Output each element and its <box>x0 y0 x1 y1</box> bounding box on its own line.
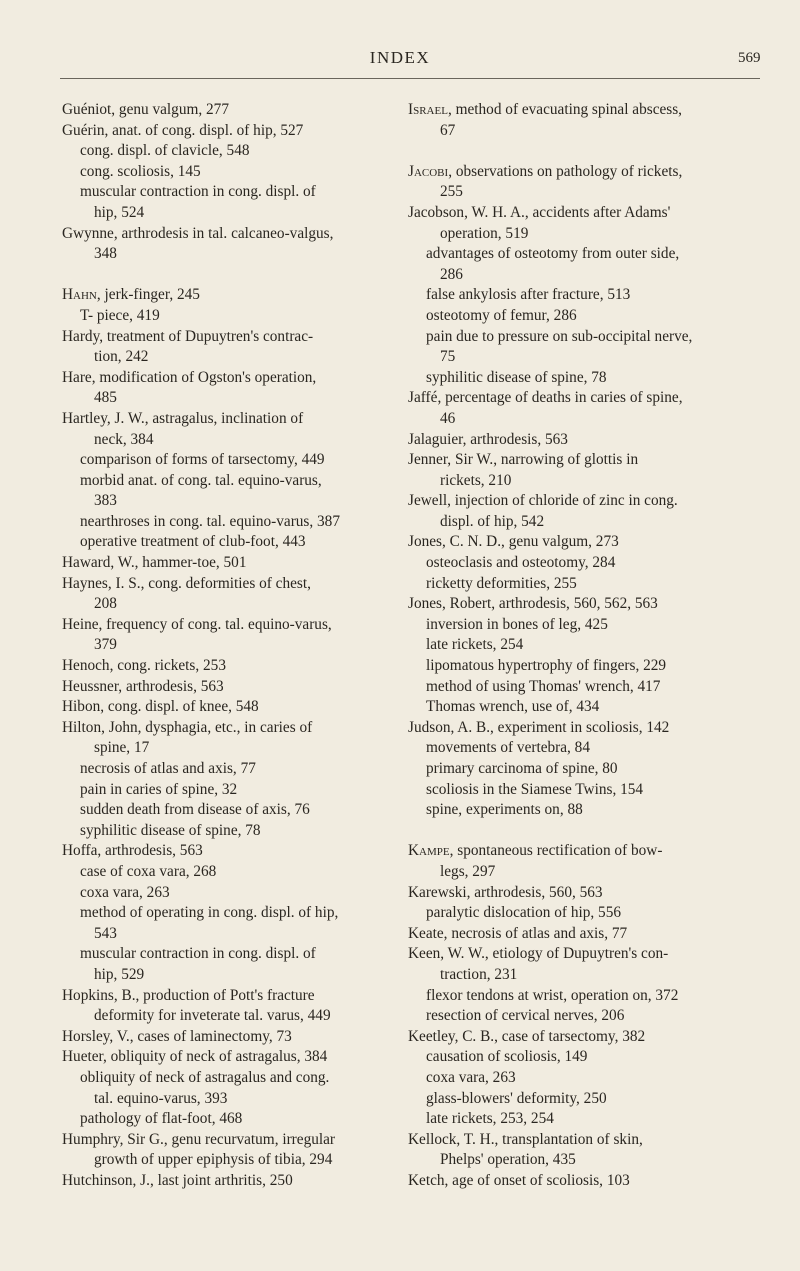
entry-heading-line: Hoffa, arthrodesis, 563 <box>62 842 203 860</box>
entry-heading-line: glass-blowers' deformity, 250 <box>426 1089 607 1107</box>
index-entry <box>408 759 740 780</box>
entry-heading-line: Hardy, treatment of Dupuytren's contrac- <box>62 327 314 345</box>
entry-continuation-line: hip, 529 <box>94 965 145 983</box>
entry-heading-line: Hibon, cong. displ. of knee, 548 <box>62 698 259 716</box>
index-entry <box>408 100 740 141</box>
index-entry <box>62 121 392 142</box>
index-entry <box>62 141 392 162</box>
entry-name-smallcaps: Jacobi <box>408 162 449 180</box>
index-entry <box>408 553 740 574</box>
index-entry <box>62 1068 392 1109</box>
entry-heading-line: muscular contraction in cong. displ. of <box>80 945 316 963</box>
index-entry <box>62 986 392 1027</box>
index-entry <box>408 1006 740 1027</box>
index-entry <box>408 986 740 1007</box>
index-entry <box>408 1089 740 1110</box>
index-entry <box>62 656 392 677</box>
index-entry <box>408 944 740 985</box>
entry-continuation-line: operation, 519 <box>440 224 529 242</box>
entry-heading-line: spine, experiments on, 88 <box>426 801 583 819</box>
entry-heading-line: Thomas wrench, use of, 434 <box>426 698 600 716</box>
index-entry <box>62 182 392 223</box>
index-entry <box>62 553 392 574</box>
entry-heading-line: Keen, W. W., etiology of Dupuytren's con- <box>408 945 669 963</box>
entry-heading-line: Heine, frequency of cong. tal. equino-varus, <box>62 615 332 633</box>
entry-heading-line: late rickets, 253, 254 <box>426 1110 554 1128</box>
index-entry <box>62 327 392 368</box>
index-entry <box>408 574 740 595</box>
index-entry <box>62 532 392 553</box>
index-entry <box>62 368 392 409</box>
entry-continuation-line: 485 <box>94 389 117 407</box>
index-entry <box>408 450 740 491</box>
entry-continuation-line: Phelps' operation, 435 <box>440 1151 576 1169</box>
index-entry <box>62 450 392 471</box>
entry-continuation-line: 208 <box>94 595 117 613</box>
entry-heading-line <box>408 162 740 183</box>
entry-continuation-line: 67 <box>440 121 456 139</box>
entry-heading-line: Jalaguier, arthrodesis, 563 <box>408 430 568 448</box>
entry-heading-line: Hilton, John, dysphagia, etc., in caries of <box>62 718 313 736</box>
entry-heading-line: syphilitic disease of spine, 78 <box>80 821 261 839</box>
entry-heading-line: coxa vara, 263 <box>80 883 170 901</box>
entry-heading-line: lipomatous hypertrophy of fingers, 229 <box>426 657 667 675</box>
index-entry <box>62 409 392 450</box>
entry-heading-line: Karewski, arthrodesis, 560, 563 <box>408 883 603 901</box>
entry-heading-line: Hopkins, B., production of Pott's fracture <box>62 986 315 1004</box>
index-entry <box>408 368 740 389</box>
entry-heading-line: Jaffé, percentage of deaths in caries of spine, <box>408 389 683 407</box>
index-entry <box>62 697 392 718</box>
entry-heading-line: Hartley, J. W., astragalus, inclination of <box>62 409 304 427</box>
index-entry <box>62 862 392 883</box>
index-entry <box>408 1068 740 1089</box>
entry-heading-line: causation of scoliosis, 149 <box>426 1048 588 1066</box>
entry-heading-line: Hueter, obliquity of neck of astragalus, 384 <box>62 1048 328 1066</box>
entry-heading-line: method of using Thomas' wrench, 417 <box>426 677 661 695</box>
entry-continuation-line: 286 <box>440 265 463 283</box>
index-entry <box>62 100 392 121</box>
entry-heading-line: resection of cervical nerves, 206 <box>426 1007 625 1025</box>
entry-heading-line <box>62 285 392 306</box>
index-column-right <box>408 100 740 1191</box>
entry-heading-line: Hutchinson, J., last joint arthritis, 250 <box>62 1171 293 1189</box>
index-entry <box>408 388 740 429</box>
entry-heading-line: late rickets, 254 <box>426 636 524 654</box>
entry-heading-line: cong. scoliosis, 145 <box>80 162 201 180</box>
entry-continuation-line: growth of upper epiphysis of tibia, 294 <box>94 1151 333 1169</box>
index-entry <box>408 491 740 532</box>
entry-continuation-line: rickets, 210 <box>440 471 512 489</box>
index-entry <box>62 718 392 759</box>
page-header <box>0 0 800 84</box>
entry-heading-line: Henoch, cong. rickets, 253 <box>62 657 226 675</box>
entry-continuation-line: 46 <box>440 409 456 427</box>
entry-heading-line: pain due to pressure on sub-occipital nerve, <box>426 327 693 345</box>
index-entry <box>62 512 392 533</box>
entry-heading-line: obliquity of neck of astragalus and cong. <box>80 1068 330 1086</box>
entry-heading-line: case of coxa vara, 268 <box>80 862 217 880</box>
header-rule <box>60 78 760 79</box>
entry-continuation-line: traction, 231 <box>440 965 518 983</box>
entry-continuation-line: 75 <box>440 348 456 366</box>
index-entry <box>408 306 740 327</box>
entry-heading-line: movements of vertebra, 84 <box>426 739 590 757</box>
index-entry <box>408 162 740 203</box>
entry-heading-line: Guéniot, genu valgum, 277 <box>62 101 229 118</box>
page-number: 569 <box>738 50 761 66</box>
running-title: INDEX <box>369 48 431 67</box>
entry-heading-line: inversion in bones of leg, 425 <box>426 615 608 633</box>
index-entry <box>62 306 392 327</box>
entry-heading-line: osteoclasis and osteotomy, 284 <box>426 554 616 572</box>
entry-text: , observations on pathology of rickets, <box>448 162 683 180</box>
entry-heading-line: coxa vara, 263 <box>426 1068 516 1086</box>
index-entry <box>408 718 740 739</box>
index-entry <box>62 883 392 904</box>
entry-heading-line: necrosis of atlas and axis, 77 <box>80 760 256 777</box>
entry-continuation-line: 379 <box>94 636 117 654</box>
entry-continuation-line: displ. of hip, 542 <box>440 512 545 530</box>
entry-continuation-line: 543 <box>94 924 117 942</box>
entry-heading-line: Gwynne, arthrodesis in tal. calcaneo-valgus, <box>62 224 334 242</box>
entry-heading-line: Humphry, Sir G., genu recurvatum, irregular <box>62 1130 335 1148</box>
entry-heading-line: method of operating in cong. displ. of hip, <box>80 904 339 922</box>
entry-heading-line: Haynes, I. S., cong. deformities of chest, <box>62 574 311 592</box>
entry-name-smallcaps: Hahn <box>62 286 97 304</box>
index-entry <box>408 656 740 677</box>
entry-heading-line: cong. displ. of clavicle, 548 <box>80 142 250 160</box>
index-column-left <box>62 100 392 1191</box>
index-entry <box>408 1027 740 1048</box>
entry-heading-line: Ketch, age of onset of scoliosis, 103 <box>408 1171 630 1189</box>
index-entry <box>408 677 740 698</box>
index-entry <box>408 697 740 718</box>
entry-continuation-line: deformity for inveterate tal. varus, 449 <box>94 1007 331 1025</box>
entry-heading-line: Jewell, injection of chloride of zinc in cong. <box>408 492 678 510</box>
entry-heading-line: scoliosis in the Siamese Twins, 154 <box>426 780 644 798</box>
index-entry <box>408 615 740 636</box>
entry-heading-line <box>408 100 740 121</box>
entry-heading-line: primary carcinoma of spine, 80 <box>426 760 618 777</box>
index-entry <box>62 677 392 698</box>
index-entry <box>408 635 740 656</box>
index-entry <box>62 759 392 780</box>
entry-heading-line <box>408 841 740 862</box>
entry-heading-line: Jenner, Sir W., narrowing of glottis in <box>408 451 639 469</box>
index-entry <box>62 944 392 985</box>
entry-continuation-line: 255 <box>440 183 463 201</box>
index-entry <box>408 285 740 306</box>
entry-continuation-line: tal. equino-varus, 393 <box>94 1089 228 1107</box>
index-entry <box>62 471 392 512</box>
index-entry <box>62 574 392 615</box>
index-entry <box>408 1171 740 1192</box>
entry-heading-line: osteotomy of femur, 286 <box>426 306 577 324</box>
index-entry <box>408 327 740 368</box>
entry-heading-line: Heussner, arthrodesis, 563 <box>62 677 224 695</box>
entry-continuation-line: tion, 242 <box>94 348 149 366</box>
index-entry <box>408 780 740 801</box>
index-entry <box>408 924 740 945</box>
index-entry <box>408 594 740 615</box>
entry-text: , spontaneous rectification of bow- <box>449 842 663 860</box>
entry-heading-line: operative treatment of club-foot, 443 <box>80 533 306 551</box>
index-entry <box>408 430 740 451</box>
entry-heading-line: Jones, C. N. D., genu valgum, 273 <box>408 533 619 551</box>
entry-heading-line: T- piece, 419 <box>80 306 160 324</box>
entry-heading-line: advantages of osteotomy from outer side, <box>426 245 680 263</box>
index-entry <box>62 1027 392 1048</box>
entry-heading-line: ricketty deformities, 255 <box>426 574 577 592</box>
index-entry <box>62 821 392 842</box>
entry-heading-line: Keetley, C. B., case of tarsectomy, 382 <box>408 1027 646 1045</box>
index-entry <box>62 800 392 821</box>
index-entry <box>62 224 392 265</box>
index-entry <box>408 532 740 553</box>
entry-text: , method of evacuating spinal abscess, <box>447 101 682 118</box>
index-entry <box>408 1047 740 1068</box>
index-entry <box>408 1109 740 1130</box>
index-entry <box>62 1109 392 1130</box>
index-entry <box>408 883 740 904</box>
entry-continuation-line: spine, 17 <box>94 739 150 757</box>
index-entry <box>62 780 392 801</box>
index-entry <box>408 738 740 759</box>
entry-heading-line: Guérin, anat. of cong. displ. of hip, 527 <box>62 121 304 139</box>
index-entry <box>62 615 392 656</box>
entry-heading-line: false ankylosis after fracture, 513 <box>426 286 631 304</box>
entry-heading-line: paralytic dislocation of hip, 556 <box>426 904 621 922</box>
entry-heading-line: Hare, modification of Ogston's operation, <box>62 368 317 386</box>
index-entry <box>62 841 392 862</box>
index-entry <box>408 841 740 882</box>
entry-heading-line: pain in caries of spine, 32 <box>80 780 238 798</box>
entry-heading-line: Jones, Robert, arthrodesis, 560, 562, 563 <box>408 595 658 613</box>
index-entry <box>62 285 392 306</box>
entry-heading-line: nearthroses in cong. tal. equino-varus, 387 <box>80 512 340 530</box>
index-entry <box>408 1130 740 1171</box>
entry-continuation-line: 383 <box>94 492 117 510</box>
entry-heading-line: morbid anat. of cong. tal. equino-varus, <box>80 471 322 489</box>
index-entry <box>408 203 740 244</box>
entry-continuation-line: 348 <box>94 245 117 263</box>
index-entry <box>62 162 392 183</box>
entry-continuation-line: hip, 524 <box>94 203 145 221</box>
entry-heading-line: Judson, A. B., experiment in scoliosis, 142 <box>408 718 670 736</box>
entry-heading-line: Jacobson, W. H. A., accidents after Adams' <box>408 203 671 221</box>
entry-name-smallcaps: Israel <box>408 101 448 118</box>
index-entry <box>62 903 392 944</box>
entry-heading-line: Keate, necrosis of atlas and axis, 77 <box>408 924 628 942</box>
entry-text: , jerk-finger, 245 <box>96 286 200 304</box>
entry-name-smallcaps: Kampe <box>408 842 450 860</box>
entry-heading-line: muscular contraction in cong. displ. of <box>80 183 316 201</box>
entry-heading-line: Kellock, T. H., transplantation of skin, <box>408 1130 643 1148</box>
index-entry <box>62 1130 392 1171</box>
entry-continuation-line: neck, 384 <box>94 430 154 448</box>
entry-heading-line: flexor tendons at wrist, operation on, 372 <box>426 986 679 1004</box>
entry-heading-line: Haward, W., hammer-toe, 501 <box>62 554 247 572</box>
entry-heading-line: comparison of forms of tarsectomy, 449 <box>80 451 325 469</box>
index-entry <box>408 903 740 924</box>
entry-heading-line: syphilitic disease of spine, 78 <box>426 368 607 386</box>
index-entry <box>408 800 740 821</box>
index-entry <box>408 244 740 285</box>
index-entry <box>62 1047 392 1068</box>
entry-heading-line: pathology of flat-foot, 468 <box>80 1110 243 1128</box>
index-entry <box>62 1171 392 1192</box>
entry-heading-line: Horsley, V., cases of laminectomy, 73 <box>62 1027 292 1045</box>
entry-continuation-line: legs, 297 <box>440 862 496 880</box>
entry-heading-line: sudden death from disease of axis, 76 <box>80 801 310 819</box>
